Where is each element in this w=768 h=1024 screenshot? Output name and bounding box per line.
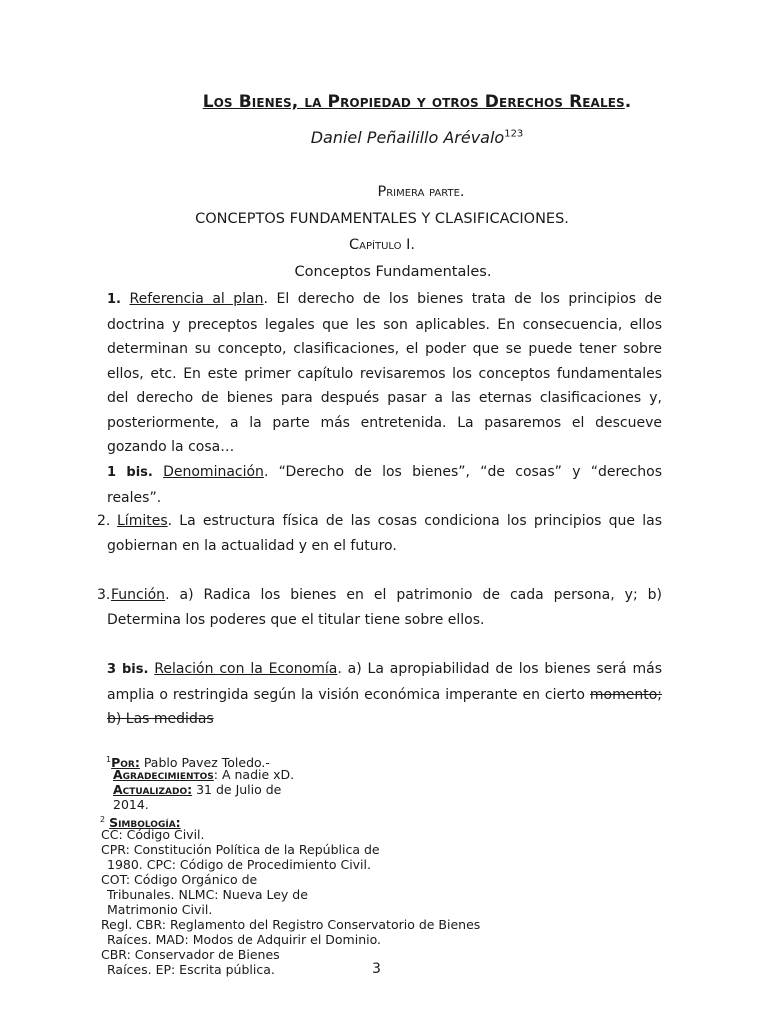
footnote-marker: 2 — [100, 815, 106, 824]
paragraph-heading: Referencia al plan — [129, 291, 264, 307]
paragraph-body: . El derecho de los bienes trata de los principios de doctrina y preceptos legales que les son aplicables. En consecuencia, ellos determinan su concepto, clasificaciones, el poder que se puede tener sobre ellos, etc. En este primer capítulo revisaremos los conceptos fundamentales del derecho de bienes para después pasar a las eternas clasificaciones y, posteriormente, a la parte más entretenida. La pasaremos el descueve gozando la cosa… — [107, 291, 663, 455]
paragraph-body: . La estructura física de las cosas condiciona los principios que las gobiernan en la actualidad y en el futuro. — [107, 513, 662, 554]
paragraph-heading: Límites — [117, 513, 168, 529]
footnote-1-actualizado — [113, 783, 281, 798]
part-heading: Primera parte. — [377, 184, 465, 200]
footnote-line: COT: Código Orgánico de — [101, 872, 258, 887]
footnote-line: Regl. CBR: Reglamento del Registro Conservatorio de Bienes — [101, 917, 481, 932]
footnote-line: 1980. CPC: Código de Procedimiento Civil. — [107, 857, 371, 872]
footnote-line: Raíces. EP: Escrita pública. — [107, 962, 275, 977]
paragraph-1-bis — [107, 460, 662, 510]
paragraph-2 — [97, 509, 662, 558]
footnote-marker: 1 — [106, 755, 112, 764]
footnote-label: Actualizado: — [113, 782, 193, 797]
paragraph-heading: Función — [111, 587, 166, 603]
footnote-value: 31 de Julio de — [192, 782, 282, 797]
title-dot: . — [624, 92, 632, 112]
paragraph-3-bis — [107, 657, 662, 732]
paragraph-number: 3 bis. — [107, 662, 149, 677]
paragraph-number: 2. — [97, 513, 111, 529]
footnote-1-agradecimientos — [113, 768, 294, 783]
struck-text: momento; b) Las medidas — [107, 686, 662, 727]
chapter-heading: Capítulo I. — [349, 237, 415, 253]
footnote-line: CBR: Conservador de Bienes — [101, 947, 280, 962]
paragraph-heading: Relación con la Economía — [154, 661, 338, 677]
chapter-title: Conceptos Fundamentales. — [294, 264, 492, 280]
paragraph-number: 1. — [107, 292, 121, 307]
footnote-label: Simbología: — [109, 815, 181, 831]
footnote-value: Pablo Pavez Toledo.- — [139, 755, 270, 771]
footnote-line: Raíces. MAD: Modos de Adquirir el Dominio. — [107, 932, 381, 947]
footnote-line: CPR: Constitución Política de la República de — [101, 842, 380, 857]
paragraph-body: . “Derecho de los bienes”, “de cosas” y “derechos reales”. — [107, 464, 662, 506]
footnote-1-year: 2014. — [113, 797, 149, 812]
document-title — [0, 92, 768, 112]
paragraph-heading: Denominación — [163, 464, 264, 480]
author-name: Daniel Peñailillo Arévalo — [310, 128, 505, 147]
section-heading: CONCEPTOS FUNDAMENTALES Y CLASIFICACIONES. — [195, 211, 569, 227]
page-number: 3 — [372, 961, 381, 977]
paragraph-3 — [97, 583, 662, 632]
footnote-line: CC: Código Civil. — [101, 827, 205, 842]
footnote-line: Matrimonio Civil. — [107, 902, 213, 917]
footnote-line: Tribunales. NLMC: Nueva Ley de — [107, 887, 308, 902]
paragraph-number: 3. — [97, 587, 111, 603]
paragraph-number: 1 bis. — [107, 465, 153, 480]
title-text: Los Bienes, la Propiedad y otros Derechos Reales — [202, 92, 625, 112]
paragraph-body: . a) La apropiabilidad de los bienes será más amplia o restringida según la visión económica imperante en cierto — [107, 661, 662, 703]
footnote-value: : A nadie xD. — [213, 767, 295, 782]
footnote-label: Agradecimientos — [113, 767, 214, 782]
author-footnote-ref: 123 — [504, 128, 524, 140]
author — [0, 128, 768, 147]
paragraph-1 — [107, 287, 662, 460]
footnote-label: Por: — [111, 755, 140, 771]
paragraph-body: . a) Radica los bienes en el patrimonio de cada persona, y; b) Determina los poderes que el titular tiene sobre ellos. — [107, 587, 662, 628]
